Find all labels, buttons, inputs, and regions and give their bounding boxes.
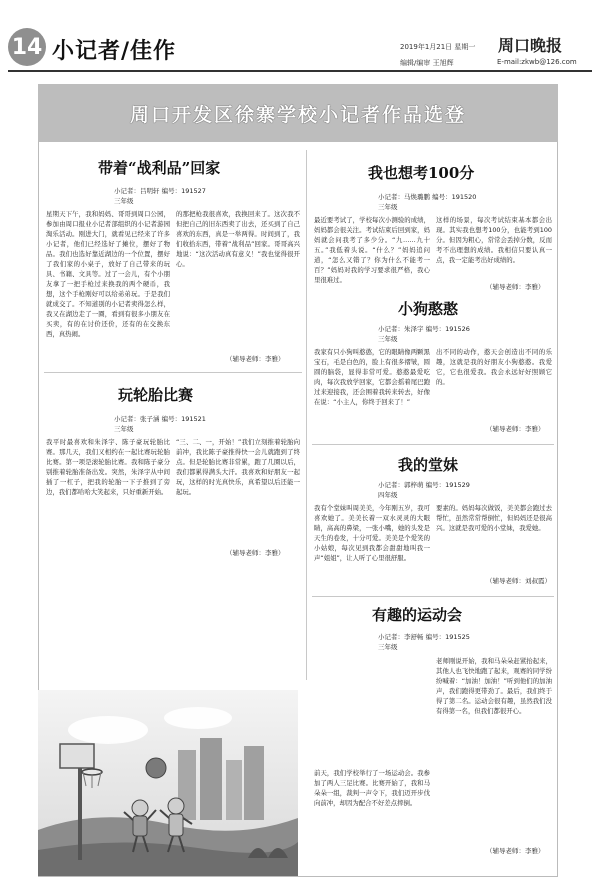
cloud-icon	[164, 707, 232, 729]
building-icon	[226, 760, 242, 820]
column-divider	[312, 596, 554, 597]
feature-banner-title: 周口开发区徐寨学校小记者作品选登	[129, 103, 466, 126]
page-number-badge: 14	[8, 28, 46, 66]
article-body: 星期天下午，我和妈妈、哥哥到周口公园，参加由周口报业小记者部组织的小记者游园淘乐活动。刚进大门，就看见已经来了许多小记者，他们已经选好了摊位，摆好了物品。我们也选好靠近湖边的一个位置，摆好了我们家的小桌子，放好了自己带来的玩具、书籍、文具等。过了一会儿，有个小朋友拿了一把手枪过来换我的两个硬币，我想，这个手枪刚好可以给弟弟玩。于是我们就成交了。不知道别的小记者卖得怎么样，我又在湖边走了一圈，看到有很多小朋友在买卖，有的在讨价还价，还有的在交换东西，真热闹。	[46, 210, 170, 338]
article-teacher: （辅导老师：刘叔霞）	[486, 577, 551, 585]
section-title: 小记者/佳作	[52, 38, 177, 64]
article-body: 这样的场景，每次考试结束基本都会出现。其实我也想考100分，也能考到100分。但因为粗心，常常会丢掉分数，反而考不出理想的成绩。我相信只要认真一点，我一定能考出好成绩的。	[436, 216, 552, 264]
ball-icon	[146, 758, 166, 778]
article-teacher: （辅导老师：李雅）	[226, 549, 285, 557]
article-grade: 四年级	[378, 491, 398, 499]
issue-date: 2019年1月21日 星期一	[400, 43, 476, 51]
cloud-icon	[68, 716, 148, 744]
article-body: 老师刚说开始，我和马朵朵赶紧抬起来，其他人也飞快地跑了起来，观赛的同学纷纷喊着：“加油！加油！”听到他们的加油声，我们跑得更带劲了。最后，我们终于得了第二名。运动会很有趣，虽然我们没有得第一名，但我们都很开心。	[436, 657, 552, 715]
article-grade: 三年级	[378, 643, 398, 651]
article-grade: 三年级	[114, 197, 134, 205]
feature-banner	[38, 84, 558, 142]
column-divider	[306, 150, 307, 680]
article-title: 有趣的运动会	[372, 606, 463, 624]
page-header	[0, 0, 600, 66]
article-byline: 小记者：吕明轩 编号：191527	[114, 187, 206, 195]
article-body: 的那把枪我很喜欢，我换回来了。这次我不但把自己的旧东西卖了出去，还买到了自己喜欢的东西，真是一举两得。时间到了，我们收拾东西，带着“战利品”回家。哥哥高兴地说：“这次活动真有意义！”我也觉得很开心。	[176, 210, 300, 268]
article-teacher: （辅导老师：李雅）	[486, 847, 545, 855]
article-title: 我也想考100分	[368, 164, 475, 182]
article-title: 我的堂妹	[398, 456, 459, 474]
building-icon	[244, 746, 264, 820]
article-title: 小狗憨憨	[398, 300, 459, 318]
article-teacher: （辅导老师：李雅）	[226, 355, 285, 363]
article-byline: 小记者：李舒畅 编号：191525	[378, 633, 470, 641]
article-body: 我平时最喜欢和朱泽宇、陈子豪玩轮胎比赛。那几天，我们又相约在一起比赛玩轮胎比赛。第一项是滚轮胎比赛。我和陈子豪分别推着轮胎准备出发。突然，朱泽宇从中间插了一杠子，把我的轮胎一下子推到了旁边，我们都哈哈大笑起来，只好重新开始。	[46, 438, 170, 496]
article-body: 我有个堂妹叫周美美，今年刚五岁，我可喜欢她了。美美长着一双水灵灵的大眼睛，高高的鼻梁，一张小嘴，她的头发是天生的卷发，十分可爱。美美是个爱笑的小姑娘，每次见到我都会甜甜地叫我一声“姐姐”，让人听了心里很舒服。	[314, 504, 430, 562]
article-body: 要素的。妈妈每次做饭，美美都会跑过去帮忙，虽然常常帮倒忙，但妈妈还是很高兴。这就是我可爱的小堂妹，我爱她。	[436, 504, 552, 532]
article-byline: 小记者：张子涵 编号：191521	[114, 415, 206, 423]
article-grade: 三年级	[378, 203, 398, 211]
contact-email: E-mail:zkwb@126.com	[497, 58, 577, 66]
article-byline: 小记者：朱泽宇 编号：191526	[378, 325, 470, 333]
children-playing-illustration	[38, 690, 298, 876]
article-body: 最近要考试了，学校每次小测验的成绩，妈妈都会很关注。考试结束后回到家，妈妈就会问我考了多少分。“九……九十五。”我低着头说。“什么？”妈妈追问道，“怎么又错了？你为什么不能考一百？”妈妈对我的学习要求很严格，我心里很难过。	[314, 216, 430, 284]
article-title: 玩轮胎比赛	[118, 386, 194, 404]
article-body: 前天，我们学校举行了一场运动会。我参加了两人三足比赛。比赛开始了，我和马朵朵一组，裁判一声令下，我们迈开步伐向前冲，却因为配合不好差点摔倒。	[314, 769, 430, 807]
masthead-logo: 周口晚报	[498, 36, 563, 55]
column-divider	[312, 444, 554, 445]
article-body: 我家有只小狗叫憨憨，它的眼睛像两颗黑宝石，毛是白色的，脸上有很多褶皱，圆圆的脑袋，显得非常可爱。憨憨最爱吃肉，每次我放学回家，它都会摇着尾巴跑过来迎接我，还会围着我转来转去，好像在说：“小主人，你终于回来了！”	[314, 348, 430, 406]
article-grade: 三年级	[114, 425, 134, 433]
article-body: 出不同的动作，憨天会创造出不同的乐趣，这就是我的好朋友小狗憨憨。我爱它，它也很爱我。我会永远好好照顾它的。	[436, 348, 552, 386]
article-byline: 小记者：郭梓萌 编号：191529	[378, 481, 470, 489]
article-grade: 三年级	[378, 335, 398, 343]
article-teacher: （辅导老师：李雅）	[486, 425, 545, 433]
header-rule	[8, 70, 592, 72]
article-body: “三、二、一，开始！”我们立刻推着轮胎向前冲，我比陈子豪推得快一会儿就跑到了终点。但是轮胎比赛非常累，跑了几圈以后，我们都累得满头大汗。我喜欢和好朋友一起玩，这样的时光真快乐，真希望以后还能一起玩。	[176, 438, 300, 496]
article-teacher: （辅导老师：李雅）	[486, 283, 545, 291]
article-title: 带着“战利品”回家	[98, 159, 221, 177]
editor-credit: 编辑/编审 王旭辉	[400, 59, 454, 67]
illustration-svg	[38, 690, 298, 876]
building-icon	[200, 738, 222, 820]
article-byline: 小记者：马焕璐鹏 编号：191520	[378, 193, 477, 201]
column-divider	[44, 372, 302, 373]
